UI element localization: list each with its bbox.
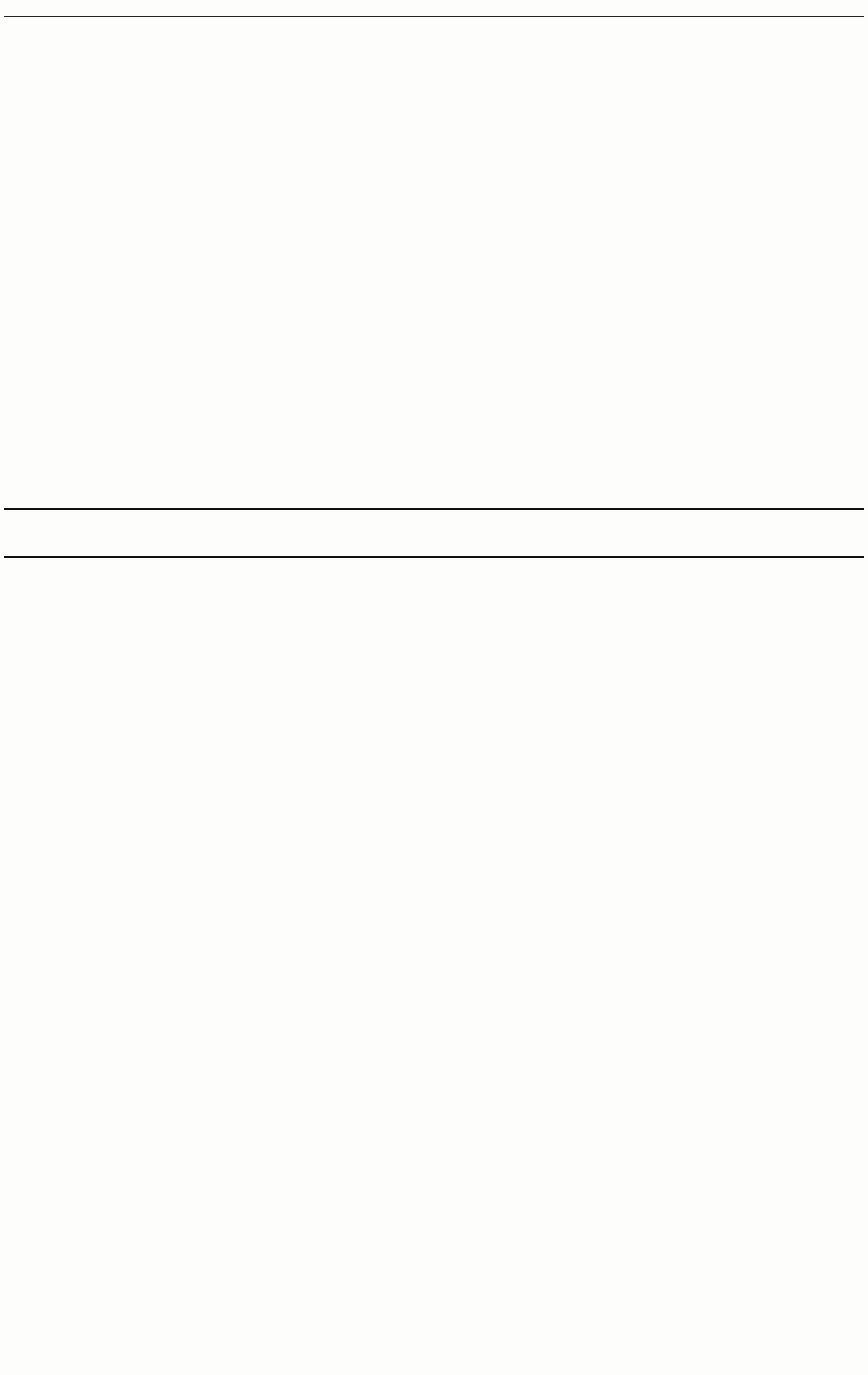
home-service-guide-banner <box>4 508 864 558</box>
service-guide-listings <box>4 558 864 1372</box>
classifieds-top <box>4 18 864 504</box>
masthead <box>4 2 864 17</box>
